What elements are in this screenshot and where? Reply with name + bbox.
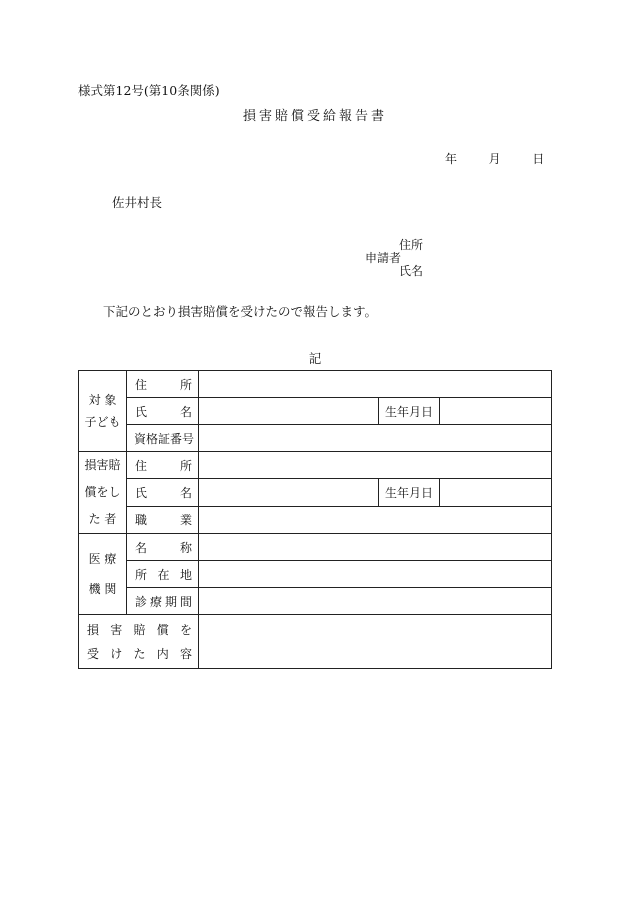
clinic-name-field[interactable] — [199, 534, 552, 561]
child-address-field[interactable] — [199, 371, 552, 398]
child-dob-label: 生年月日 — [379, 398, 440, 425]
table-row — [79, 506, 552, 533]
clinic-period-label: 診 療 期 間 — [127, 588, 199, 615]
payer-dob-label: 生年月日 — [379, 479, 440, 506]
content-label: 損 害 賠 償 を 受 け た 内 容 — [79, 615, 199, 669]
child-cert-label: 資格証番号 — [127, 425, 199, 452]
clinic-name-label: 名 称 — [127, 534, 199, 561]
date-year: 年 — [445, 152, 458, 166]
table-row — [79, 534, 552, 561]
child-name-label: 氏 名 — [127, 398, 199, 425]
report-table — [78, 370, 552, 669]
content-field[interactable] — [199, 615, 552, 669]
date-month: 月 — [488, 152, 501, 166]
clinic-location-field[interactable] — [199, 561, 552, 588]
child-address-label: 住 所 — [127, 371, 199, 398]
payer-job-field[interactable] — [199, 506, 552, 533]
payer-group-label: 損害賠 償をし た 者 — [79, 452, 127, 534]
table-row — [79, 588, 552, 615]
table-row — [79, 398, 552, 425]
clinic-location-label: 所 在 地 — [127, 561, 199, 588]
applicant-name-label: 氏名 — [399, 264, 424, 278]
report-statement: 下記のとおり損害賠償を受けたので報告します。 — [103, 304, 378, 319]
table-row — [79, 479, 552, 506]
table-row — [79, 425, 552, 452]
table-row — [79, 561, 552, 588]
applicant-label: 申請者 — [365, 251, 402, 265]
payer-name-label: 氏 名 — [127, 479, 199, 506]
date-line — [445, 150, 544, 167]
child-name-field[interactable] — [199, 398, 379, 425]
child-cert-field[interactable] — [199, 425, 552, 452]
table-row — [79, 452, 552, 479]
payer-name-field[interactable] — [199, 479, 379, 506]
table-row — [79, 371, 552, 398]
payer-job-label: 職 業 — [127, 506, 199, 533]
child-dob-field[interactable] — [440, 398, 552, 425]
date-day: 日 — [532, 152, 545, 166]
clinic-group-label: 医 療 機 関 — [79, 534, 127, 615]
form-number: 様式第12号(第10条関係) — [78, 83, 220, 98]
child-group-label: 対 象 子ども — [79, 371, 127, 452]
clinic-period-field[interactable] — [199, 588, 552, 615]
payer-address-field[interactable] — [199, 452, 552, 479]
table-row — [79, 615, 552, 669]
payer-address-label: 住 所 — [127, 452, 199, 479]
document-title: 損害賠償受給報告書 — [242, 109, 387, 124]
payer-dob-field[interactable] — [440, 479, 552, 506]
ki-heading: 記 — [308, 351, 322, 366]
applicant-address-label: 住所 — [399, 238, 424, 252]
addressee: 佐井村長 — [112, 195, 163, 210]
